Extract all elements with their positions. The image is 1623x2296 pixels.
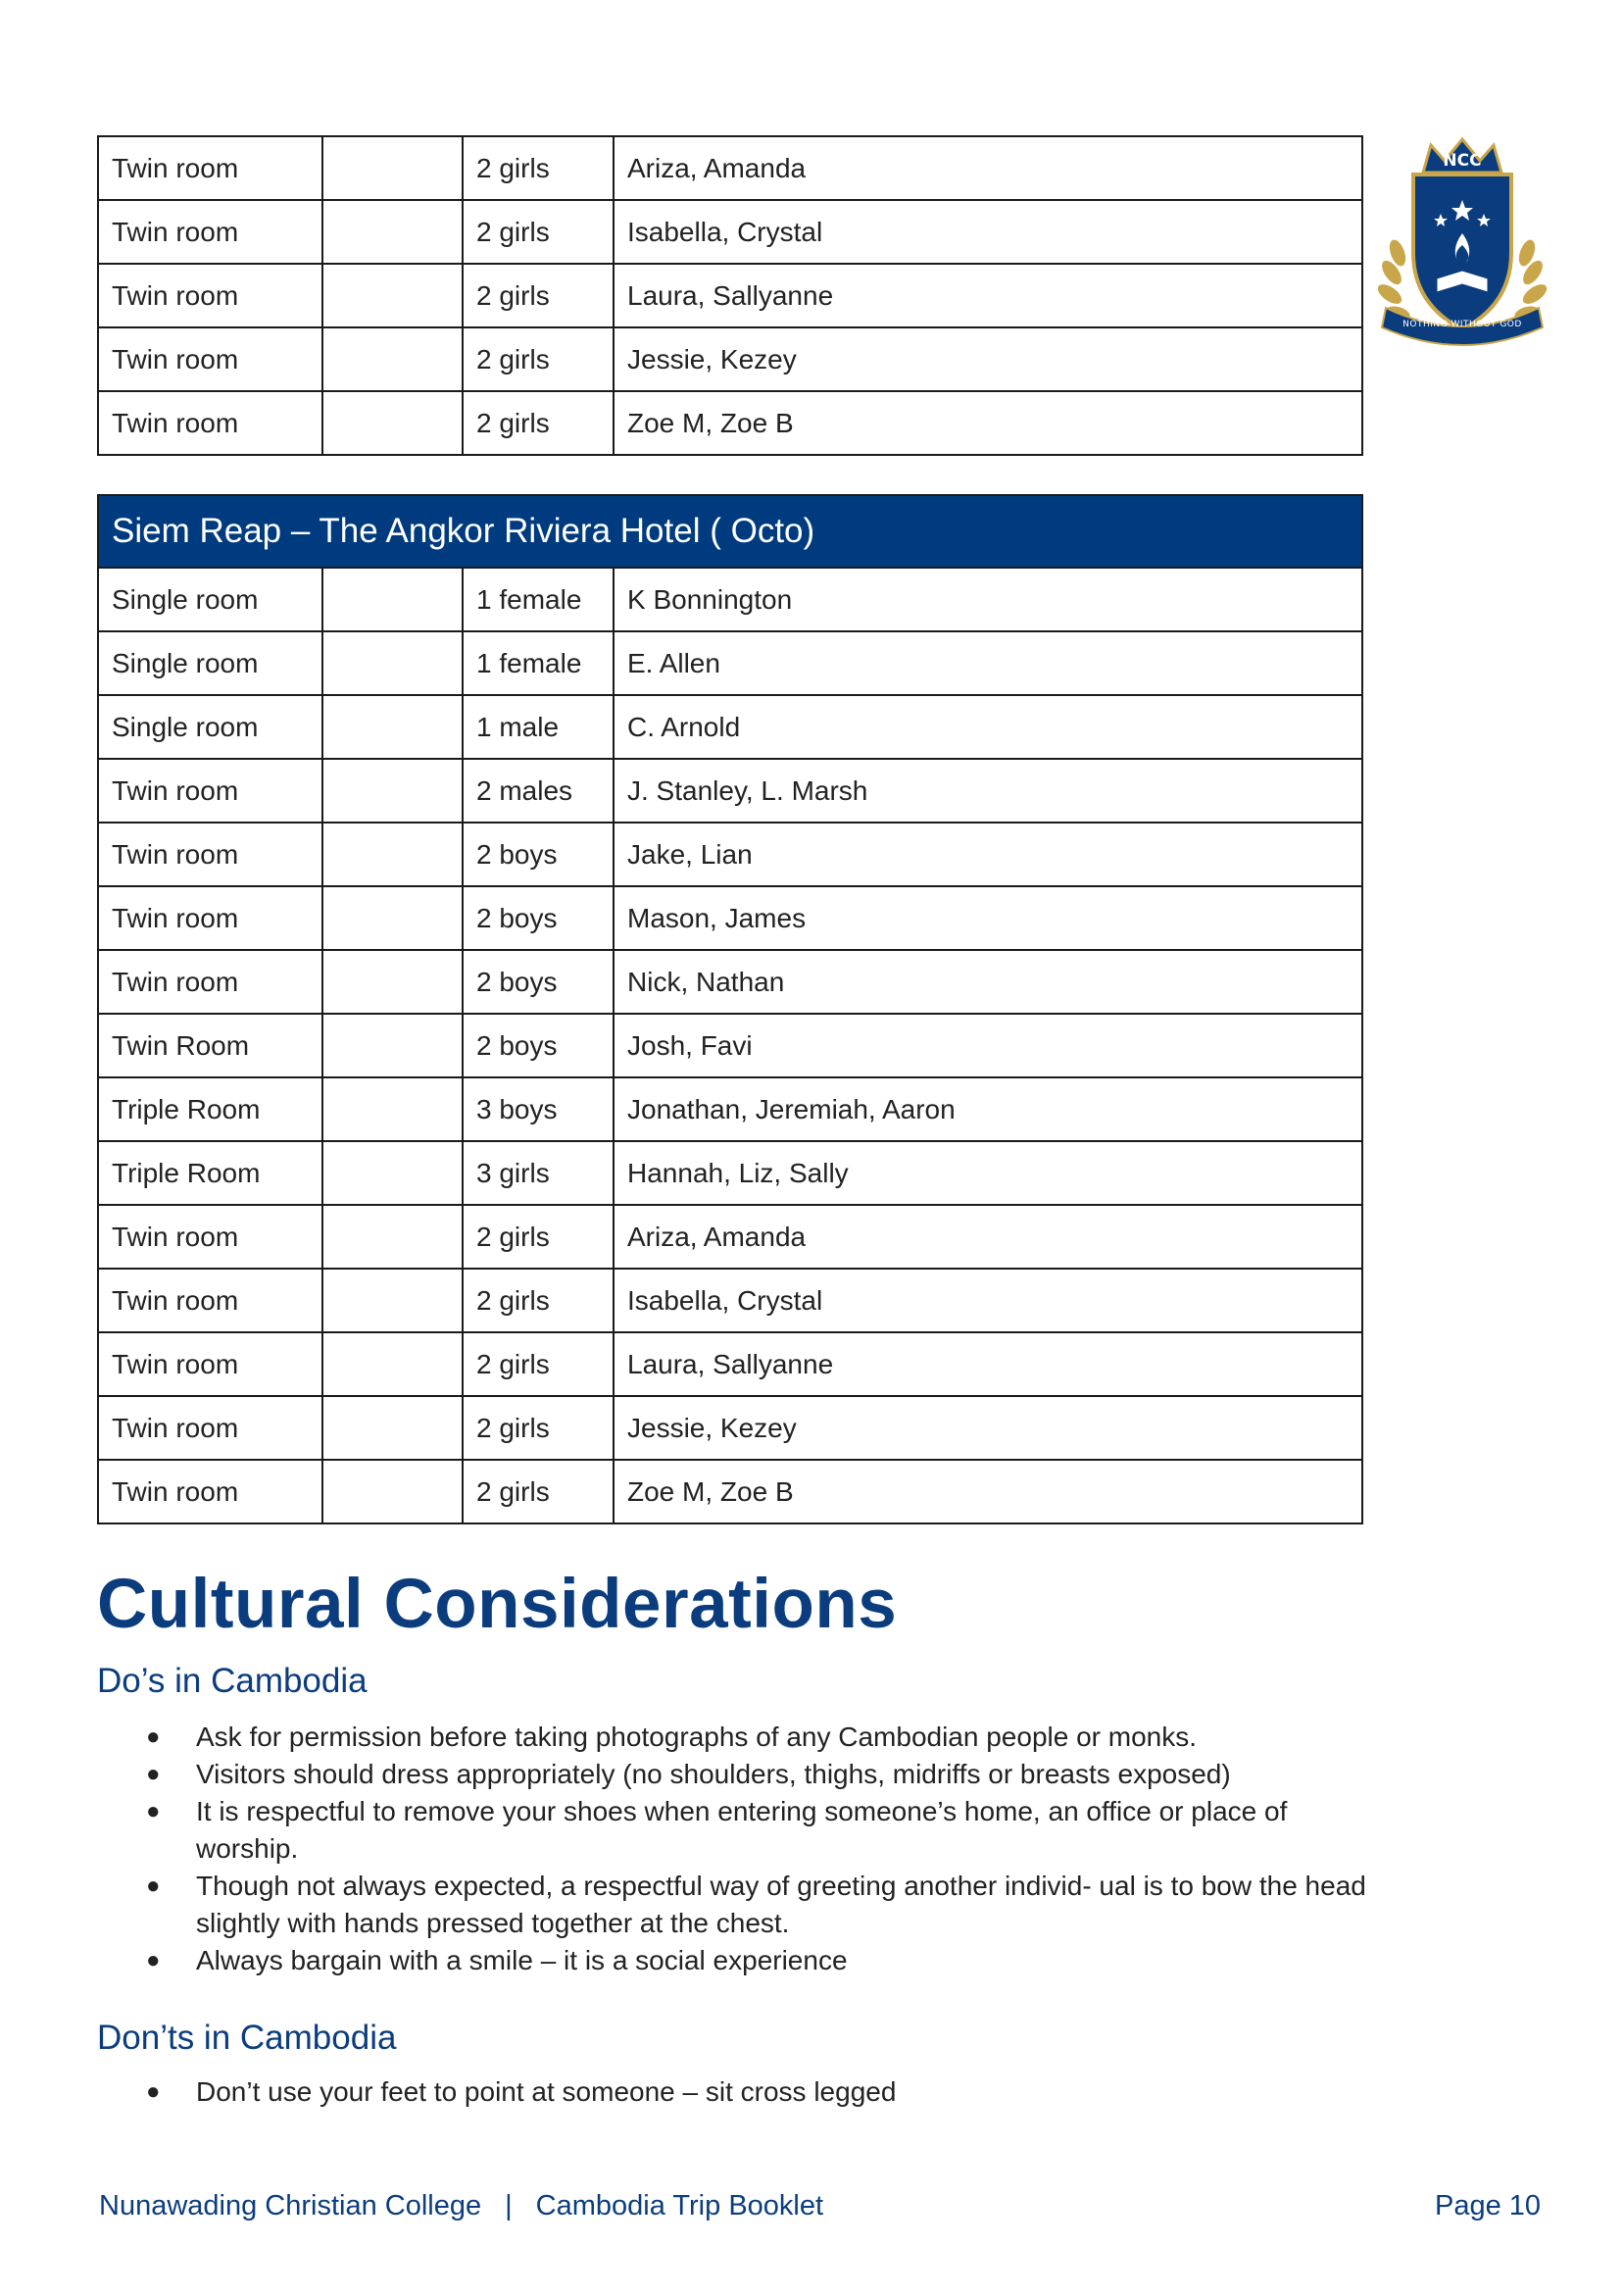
- empty-cell: [322, 568, 463, 631]
- room-type-cell: Twin room: [98, 1269, 322, 1332]
- list-item: [97, 1942, 1371, 1979]
- occupant-count-cell: 2 girls: [463, 1205, 614, 1269]
- occupant-names-cell: Josh, Favi: [614, 1014, 1362, 1077]
- list-item-text: It is respectful to remove your shoes when entering someone’s home, an office or place of worship.: [196, 1796, 1288, 1864]
- occupant-names-cell: Ariza, Amanda: [614, 136, 1362, 200]
- occupant-names-cell: Jessie, Kezey: [614, 1396, 1362, 1460]
- occupant-count-cell: 2 girls: [463, 1396, 614, 1460]
- list-item: [97, 1793, 1371, 1868]
- occupant-names-cell: J. Stanley, L. Marsh: [614, 759, 1362, 823]
- table-row: [98, 886, 1362, 950]
- occupant-count-cell: 3 boys: [463, 1077, 614, 1141]
- crest-motto: NOTHING WITHOUT GOD: [1402, 320, 1522, 329]
- occupant-count-cell: 2 boys: [463, 823, 614, 886]
- school-crest-logo: [1376, 135, 1549, 349]
- occupant-count-cell: 2 girls: [463, 1460, 614, 1523]
- empty-cell: [322, 200, 463, 264]
- list-item-text: Though not always expected, a respectful way of greeting another individ- ual is to bow the head slightly with hands pressed together at the chest.: [196, 1871, 1366, 1938]
- occupant-count-cell: 1 male: [463, 695, 614, 759]
- empty-cell: [322, 1077, 463, 1141]
- room-type-cell: Twin room: [98, 1332, 322, 1396]
- table-row: [98, 1014, 1362, 1077]
- empty-cell: [322, 886, 463, 950]
- occupant-count-cell: 2 girls: [463, 200, 614, 264]
- occupant-count-cell: 1 female: [463, 631, 614, 695]
- table-row: [98, 1460, 1362, 1523]
- occupant-names-cell: Isabella, Crystal: [614, 1269, 1362, 1332]
- empty-cell: [322, 823, 463, 886]
- room-allocation-table-continued: [97, 135, 1363, 456]
- siem-reap-table-header: Siem Reap – The Angkor Riviera Hotel ( Octo): [98, 495, 1362, 568]
- bullet-icon: ●: [146, 1947, 161, 1973]
- occupant-count-cell: 2 girls: [463, 264, 614, 327]
- room-type-cell: Single room: [98, 695, 322, 759]
- table-row: [98, 1269, 1362, 1332]
- occupant-names-cell: Isabella, Crystal: [614, 200, 1362, 264]
- empty-cell: [322, 1141, 463, 1205]
- occupant-count-cell: 2 girls: [463, 391, 614, 455]
- table-row: [98, 264, 1362, 327]
- occupant-count-cell: 2 girls: [463, 136, 614, 200]
- donts-list: [97, 2073, 1371, 2111]
- occupant-count-cell: 2 girls: [463, 1332, 614, 1396]
- empty-cell: [322, 1269, 463, 1332]
- table-row: [98, 950, 1362, 1014]
- occupant-names-cell: Hannah, Liz, Sally: [614, 1141, 1362, 1205]
- occupant-names-cell: Jonathan, Jeremiah, Aaron: [614, 1077, 1362, 1141]
- occupant-names-cell: Jake, Lian: [614, 823, 1362, 886]
- room-type-cell: Twin room: [98, 391, 322, 455]
- table-row: [98, 1396, 1362, 1460]
- room-type-cell: Twin room: [98, 1205, 322, 1269]
- bullet-icon: ●: [146, 1872, 161, 1899]
- room-type-cell: Twin room: [98, 823, 322, 886]
- list-item: [97, 1868, 1371, 1942]
- table-row: [98, 327, 1362, 391]
- bullet-icon: ●: [146, 1761, 161, 1787]
- table-row: [98, 823, 1362, 886]
- list-item: [97, 2073, 1371, 2111]
- occupant-count-cell: 3 girls: [463, 1141, 614, 1205]
- occupant-count-cell: 2 boys: [463, 950, 614, 1014]
- occupant-names-cell: K Bonnington: [614, 568, 1362, 631]
- empty-cell: [322, 695, 463, 759]
- occupant-count-cell: 2 boys: [463, 1014, 614, 1077]
- empty-cell: [322, 264, 463, 327]
- room-type-cell: Twin room: [98, 759, 322, 823]
- room-type-cell: Triple Room: [98, 1077, 322, 1141]
- table-row: [98, 136, 1362, 200]
- bullet-icon: ●: [146, 1798, 161, 1824]
- footer-separator: |: [505, 2190, 513, 2221]
- table-row: [98, 759, 1362, 823]
- empty-cell: [322, 631, 463, 695]
- table-row: [98, 200, 1362, 264]
- occupant-count-cell: 1 female: [463, 568, 614, 631]
- footer-school-name: Nunawading Christian College: [99, 2190, 482, 2221]
- occupant-names-cell: Nick, Nathan: [614, 950, 1362, 1014]
- occupant-names-cell: Mason, James: [614, 886, 1362, 950]
- footer-page-number: Page 10: [1435, 2190, 1542, 2221]
- siem-reap-room-table: [97, 494, 1363, 1524]
- empty-cell: [322, 1332, 463, 1396]
- table-row: [98, 1077, 1362, 1141]
- table-row: [98, 1205, 1362, 1269]
- siem-reap-table-header-row: [98, 495, 1362, 568]
- donts-heading: Don’ts in Cambodia: [97, 2019, 397, 2057]
- occupant-count-cell: 2 girls: [463, 1269, 614, 1332]
- list-item-text: Visitors should dress appropriately (no shoulders, thighs, midriffs or breasts exposed): [196, 1759, 1231, 1789]
- list-item-text: Don’t use your feet to point at someone – sit cross legged: [196, 2076, 897, 2107]
- room-type-cell: Twin room: [98, 264, 322, 327]
- occupant-count-cell: 2 boys: [463, 886, 614, 950]
- room-type-cell: Twin Room: [98, 1014, 322, 1077]
- list-item-text: Always bargain with a smile – it is a social experience: [196, 1945, 848, 1975]
- occupant-count-cell: 2 males: [463, 759, 614, 823]
- occupant-names-cell: Ariza, Amanda: [614, 1205, 1362, 1269]
- occupant-names-cell: Jessie, Kezey: [614, 327, 1362, 391]
- empty-cell: [322, 391, 463, 455]
- table-row: [98, 391, 1362, 455]
- occupant-names-cell: E. Allen: [614, 631, 1362, 695]
- room-type-cell: Single room: [98, 631, 322, 695]
- room-type-cell: Single room: [98, 568, 322, 631]
- footer-left: [99, 2190, 823, 2222]
- table-row: [98, 631, 1362, 695]
- occupant-names-cell: Zoe M, Zoe B: [614, 1460, 1362, 1523]
- crest-initials: NCC: [1443, 151, 1482, 171]
- occupant-names-cell: Laura, Sallyanne: [614, 264, 1362, 327]
- table-row: [98, 1141, 1362, 1205]
- empty-cell: [322, 950, 463, 1014]
- cultural-considerations-title: Cultural Considerations: [97, 1566, 898, 1643]
- room-type-cell: Twin room: [98, 327, 322, 391]
- occupant-names-cell: Zoe M, Zoe B: [614, 391, 1362, 455]
- empty-cell: [322, 759, 463, 823]
- dos-list: [97, 1719, 1371, 1979]
- bullet-icon: ●: [146, 1723, 161, 1750]
- occupant-names-cell: Laura, Sallyanne: [614, 1332, 1362, 1396]
- room-type-cell: Twin room: [98, 136, 322, 200]
- empty-cell: [322, 1205, 463, 1269]
- room-type-cell: Twin room: [98, 886, 322, 950]
- list-item-text: Ask for permission before taking photographs of any Cambodian people or monks.: [196, 1722, 1198, 1752]
- occupant-count-cell: 2 girls: [463, 327, 614, 391]
- list-item: [97, 1756, 1371, 1793]
- footer-booklet-title: Cambodia Trip Booklet: [535, 2190, 824, 2221]
- empty-cell: [322, 136, 463, 200]
- table-row: [98, 568, 1362, 631]
- bullet-icon: ●: [146, 2078, 161, 2105]
- empty-cell: [322, 1014, 463, 1077]
- empty-cell: [322, 327, 463, 391]
- empty-cell: [322, 1396, 463, 1460]
- table-row: [98, 1332, 1362, 1396]
- room-type-cell: Twin room: [98, 1460, 322, 1523]
- empty-cell: [322, 1460, 463, 1523]
- dos-heading: Do’s in Cambodia: [97, 1662, 368, 1700]
- room-type-cell: Twin room: [98, 950, 322, 1014]
- room-type-cell: Triple Room: [98, 1141, 322, 1205]
- occupant-names-cell: C. Arnold: [614, 695, 1362, 759]
- table-row: [98, 695, 1362, 759]
- room-type-cell: Twin room: [98, 200, 322, 264]
- room-type-cell: Twin room: [98, 1396, 322, 1460]
- list-item: [97, 1719, 1371, 1756]
